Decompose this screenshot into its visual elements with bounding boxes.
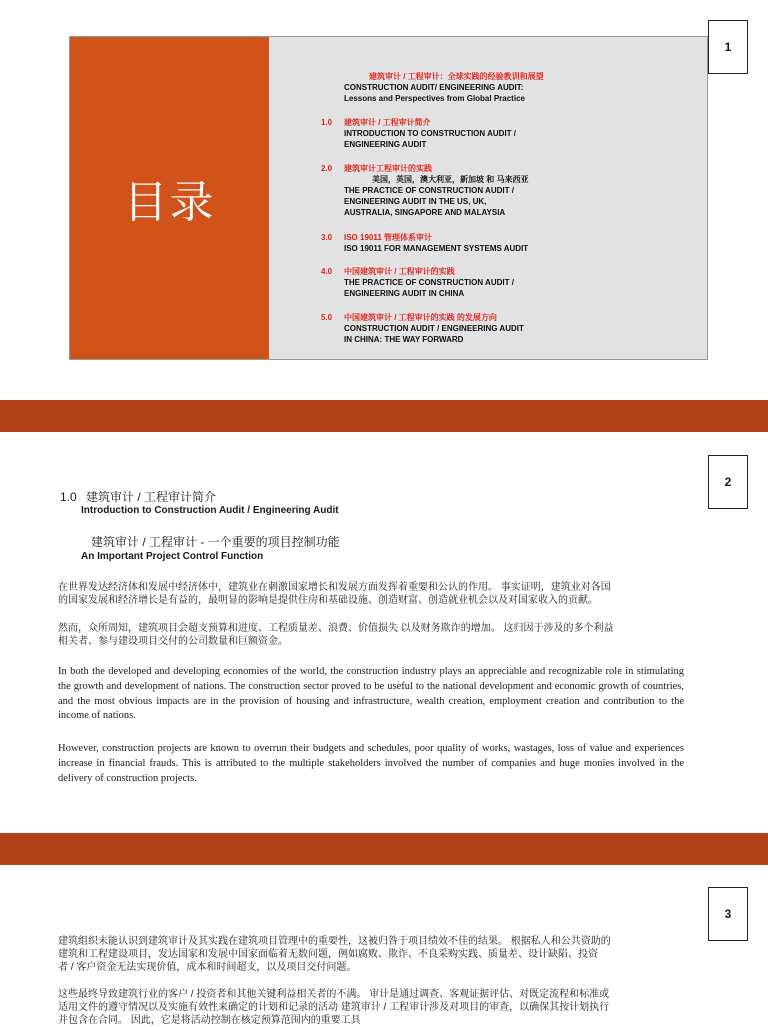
page-number-3: [708, 887, 748, 941]
toc-item-zh: ISO 19011 管理体系审计: [344, 233, 433, 242]
section-number: 1.0: [60, 490, 77, 504]
paragraph-zh-3: [58, 935, 684, 974]
section-heading-en: Introduction to Construction Audit / Engineering Audit: [81, 505, 339, 516]
paragraph-line: 适用文件的遵守情况以及实施有效性来确定的计划和记录的活动 建筑审计 / 工程审计涉及对项目的审查，以确保其按计划执行: [58, 1002, 610, 1013]
contents-title-panel: [70, 37, 269, 359]
page-number-label: 1: [724, 40, 732, 54]
paragraph-en-1: In both the developed and developing economies of the world, the construction industry plays an appreciable and recognizable role in stimulating the growth and development of nations. The construction sector proved to be useful to the national development and economic growth of countries, and the most obvious impacts are in the provision of housing and infrastructure, wealth creation, employment creation and contribution to the income of nations.: [58, 666, 684, 722]
paragraph-line: 的国家发展和经济增长是有益的，最明显的影响是提供住房和基础设施、创造财富、创造就业机会以及对国家收入的贡献。: [58, 595, 598, 606]
paragraph-line: 者 / 客户资金无法实现价值，成本和时间超支，以及项目交付问题。: [58, 962, 357, 973]
page-number-1: [708, 20, 748, 74]
toc-item-en-line1: INTRODUCTION TO CONSTRUCTION AUDIT /: [344, 129, 516, 138]
contents-header: [344, 71, 544, 104]
toc-item-3: [321, 232, 529, 254]
paragraph-zh-4: [58, 988, 684, 1027]
toc-item-en-line1: THE PRACTICE OF CONSTRUCTION AUDIT /: [344, 278, 514, 287]
toc-item-number: 4.0: [321, 267, 333, 276]
paragraph-line: 建筑组织未能认识到建筑审计及其实践在建筑项目管理中的重要性，这被归咎于项目绩效不佳的结果。 根据私人和公共资助的: [58, 936, 611, 947]
toc-item-zh: 建筑审计 / 工程审计简介: [344, 118, 431, 127]
header-en-line1: CONSTRUCTION AUDIT/ ENGINEERING AUDIT:: [344, 83, 524, 92]
toc-item-countries: 美国，英国，澳大利亚，新加坡 和 马来西亚: [372, 175, 529, 184]
page-divider-band: [0, 400, 768, 432]
page-number-2: [708, 455, 748, 509]
toc-item-5: [321, 312, 524, 345]
toc-item-1: [321, 117, 516, 150]
header-zh: 建筑审计 / 工程审计：全球实践的经验教训和展望: [369, 72, 544, 81]
paragraph-en-2: However, construction projects are known to overrun their budgets and schedules, poor quality of works, wastages, loss of value and experiences increase in financial frauds. This is attributed to the multiple stakeholders involved the number of companies and huge monies involved in the delivery of construction projects.: [58, 743, 684, 784]
paragraph-zh-2: [58, 622, 684, 648]
subheading-en: An Important Project Control Function: [81, 551, 264, 562]
paragraph-line: 建筑和工程建设项目，发达国家和发展中国家面临着无数问题，例如腐败、欺诈、不良采购实践、质量差、设计缺陷、投资: [58, 949, 598, 960]
paragraph-line: 并包含在合同。 因此，它是将活动控制在核定预算范围内的重要工具: [58, 1015, 361, 1026]
toc-item-zh: 中国建筑审计 / 工程审计的实践 的发展方向: [344, 313, 497, 322]
toc-item-en-line2: ENGINEERING AUDIT: [344, 140, 427, 149]
contents-list-panel: [269, 37, 707, 359]
section-title-zh: 建筑审计 / 工程审计简介: [86, 490, 217, 504]
contents-title: 目录: [123, 177, 216, 228]
toc-item-2: [321, 163, 529, 218]
paragraph-line: 这些最终导致建筑行业的客户 / 投资者和其他关键利益相关者的不满。 审计是通过调查、客观证据评估、对既定流程和标准或: [58, 989, 610, 1000]
toc-item-zh: 建筑审计工程审计的实践: [344, 164, 432, 173]
paragraph-line: 然而，众所周知，建筑项目会超支预算和进度、工程质量差、浪费、价值损失 以及财务欺诈的增加。 这归因于涉及的多个利益: [58, 623, 614, 634]
page-number-label: 3: [724, 907, 732, 921]
toc-item-number: 3.0: [321, 233, 333, 242]
subheading-zh: 建筑审计 / 工程审计 - 一个重要的项目控制功能: [91, 535, 340, 549]
toc-item-number: 2.0: [321, 164, 333, 173]
contents-slide: [69, 36, 708, 360]
header-en-line2: Lessons and Perspectives from Global Practice: [344, 94, 525, 103]
toc-item-number: 5.0: [321, 313, 333, 322]
toc-item-en-line2: ENGINEERING AUDIT IN THE US, UK,: [344, 197, 487, 206]
page-number-label: 2: [724, 475, 732, 489]
page-divider-band: [0, 833, 768, 865]
toc-item-en-line1: THE PRACTICE OF CONSTRUCTION AUDIT /: [344, 186, 514, 195]
paragraph-zh-1: [58, 581, 684, 607]
toc-item-en-line3: AUSTRALIA, SINGAPORE AND MALAYSIA: [344, 208, 506, 217]
toc-item-en-line1: ISO 19011 FOR MANAGEMENT SYSTEMS AUDIT: [344, 244, 529, 253]
toc-item-4: [321, 266, 514, 299]
toc-item-en-line2: IN CHINA: THE WAY FORWARD: [344, 335, 464, 344]
toc-item-number: 1.0: [321, 118, 333, 127]
toc-item-zh: 中国建筑审计 / 工程审计的实践: [344, 267, 455, 276]
toc-item-en-line2: ENGINEERING AUDIT IN CHINA: [344, 289, 465, 298]
section-heading-zh: [60, 488, 216, 505]
paragraph-line: 相关者、参与建设项目交付的公司数量和巨额资金。: [58, 636, 288, 647]
paragraph-line: 在世界发达经济体和发展中经济体中，建筑业在刺激国家增长和发展方面发挥着重要和公认的作用。 事实证明，建筑业对各国: [58, 582, 611, 593]
toc-item-en-line1: CONSTRUCTION AUDIT / ENGINEERING AUDIT: [344, 324, 524, 333]
